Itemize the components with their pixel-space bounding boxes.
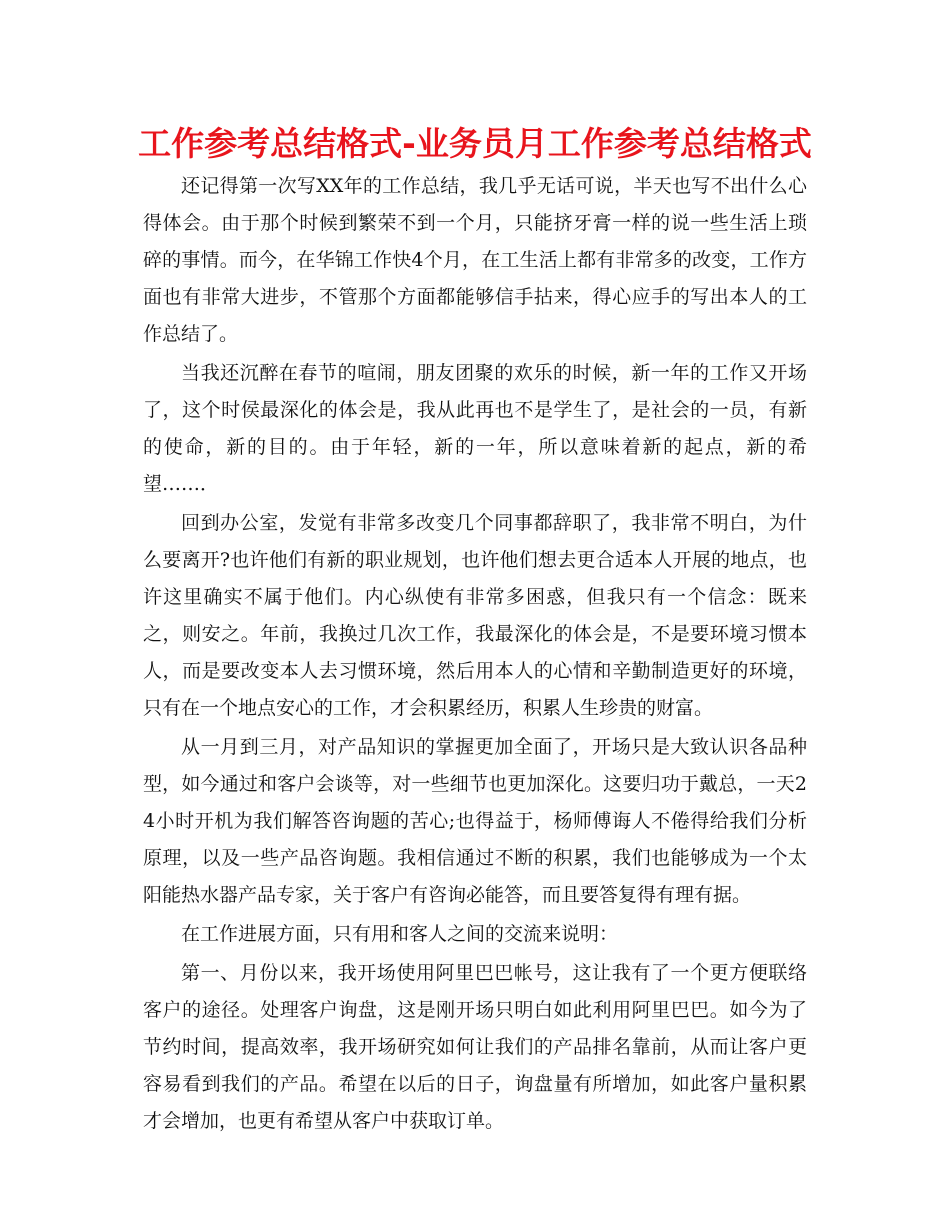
document-title: 工作参考总结格式-业务员月工作参考总结格式	[138, 124, 812, 163]
paragraph-3: 回到办公室，发觉有非常多改变几个同事都辞职了，我非常不明白，为什么要离开?也许他们有新的职业规划，也许他们想去更合适本人开展的地点，也许这里确实不属于他们。内心纵使有非常多困惑，但我只有一个信念：既来之，则安之。年前，我换过几次工作，我最深化的体会是，不是要环境习惯本人，而是要改变本人去习惯环境，然后用本人的心情和辛勤制造更好的环境，只有在一个地点安心的工作，才会积累经历，积累人生珍贵的财富。	[143, 512, 807, 719]
paragraph-5: 在工作进展方面，只有用和客人之间的交流来说明：	[181, 923, 619, 945]
paragraph-6: 第一、月份以来，我开场使用阿里巴巴帐号，这让我有了一个更方便联络客户的途径。处理客户询盘，这是刚开场只明白如此利用阿里巴巴。如今为了节约时间，提高效率，我开场研究如何让我们的产品排名靠前，从而让客户更容易看到我们的产品。希望在以后的日子，询盘量有所增加，如此客户量积累才会增加，也更有希望从客户中获取订单。	[143, 962, 807, 1132]
document-body	[143, 168, 807, 1142]
paragraph-1: 还记得第一次写XX年的工作总结，我几乎无话可说，半天也写不出什么心得体会。由于那个时候到繁荣不到一个月，只能挤牙膏一样的说一些生活上琐碎的事情。而今，在华锦工作快4个月，在工生活上都有非常多的改变，工作方面也有非常大进步，不管那个方面都能够信手拈来，得心应手的写出本人的工作总结了。	[143, 175, 807, 345]
paragraph-2: 当我还沉醉在春节的喧闹，朋友团聚的欢乐的时候，新一年的工作又开场了，这个时侯最深化的体会是，我从此再也不是学生了，是社会的一员，有新的使命，新的目的。由于年轻，新的一年，所以意味着新的起点，新的希望……．	[143, 362, 807, 495]
paragraph-4: 从一月到三月，对产品知识的掌握更加全面了，开场只是大致认识各品种型，如今通过和客户会谈等，对一些细节也更加深化。这要归功于戴总，一天24小时开机为我们解答咨询题的苦心;也得益于，杨师傅诲人不倦得给我们分析原理，以及一些产品咨询题。我相信通过不断的积累，我们也能够成为一个太阳能热水器产品专家，关于客户有咨询必能答，而且要答复得有理有据。	[143, 736, 807, 906]
